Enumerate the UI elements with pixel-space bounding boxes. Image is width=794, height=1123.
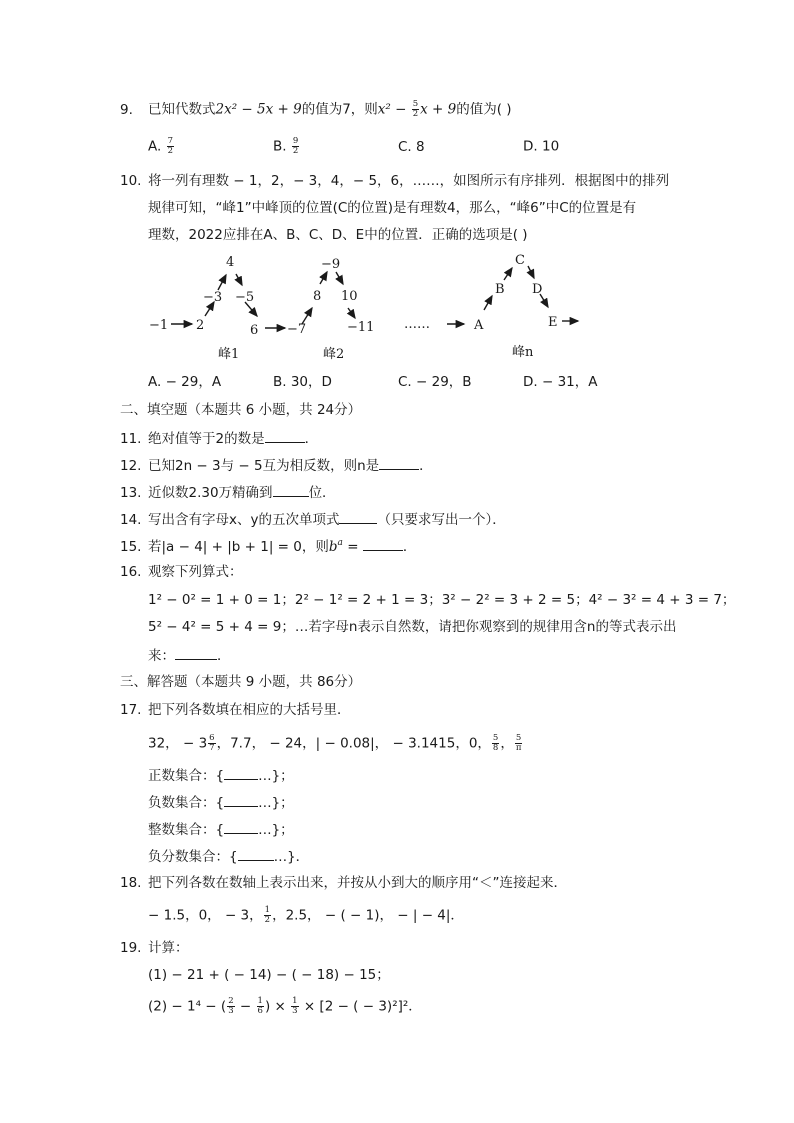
q19-frac2: $\frac{1}{6}$ xyxy=(257,996,263,1016)
q15-end: ． xyxy=(402,539,417,555)
q18-text: 把下列各数在数轴上表示出来，并按从小到大的顺序用“＜”连接起来． xyxy=(148,875,567,891)
q9-options xyxy=(148,137,559,156)
d-n-8: 8 xyxy=(313,289,322,304)
q19-p2b: ) × xyxy=(264,998,291,1015)
q15-blank[interactable] xyxy=(363,536,403,551)
q16-eq2: 2² − 1² = 2 + 1 = 3； xyxy=(294,592,442,608)
q18-numbers xyxy=(148,906,464,925)
q9-option-b[interactable]: B. $\frac{9}{2}$ xyxy=(273,136,299,156)
q11-end: ． xyxy=(304,431,319,447)
d-label-a: A xyxy=(474,318,484,333)
q9-text2: 的值为 xyxy=(301,101,343,118)
q9-value: 7 xyxy=(342,101,351,118)
q9-text3: ，则 xyxy=(350,101,378,118)
d-n-m9: −9 xyxy=(321,257,341,272)
q17-mixed-fraction: $\frac{6}{7}$ xyxy=(209,733,215,753)
q9-option-c[interactable]: C. 8 xyxy=(398,138,425,155)
q15-line xyxy=(120,536,416,556)
q12-end: ． xyxy=(419,458,433,474)
q10-line3: 理数，2022应排在A、B、C、D、E中的位置．正确的选项是( ) xyxy=(148,227,528,243)
q19-text: 计算： xyxy=(148,940,189,956)
q14-line xyxy=(120,509,506,529)
d-n-m3: −3 xyxy=(203,290,223,305)
q11-blank[interactable] xyxy=(265,428,305,443)
d-label-d: D xyxy=(532,282,543,297)
q17-blank-negative[interactable] xyxy=(224,792,258,807)
q16-text: 观察下列算式： xyxy=(148,564,243,580)
q9-expr2: x² − xyxy=(377,101,411,118)
q12-number: 12. xyxy=(120,458,142,474)
q17-blank-integer[interactable] xyxy=(224,819,258,834)
q11-number: 11. xyxy=(120,431,142,447)
d-n-m7: −7 xyxy=(287,322,307,337)
q15-equals: = xyxy=(342,539,363,555)
q9-option-a[interactable]: A. $\frac{7}{2}$ xyxy=(148,136,174,156)
q16-line1 xyxy=(148,591,735,609)
q19-number: 19. xyxy=(120,940,142,956)
d-peak1: 峰1 xyxy=(218,347,240,362)
d-n-m11: −11 xyxy=(347,320,375,335)
d-label-c: C xyxy=(515,253,525,268)
d-n-2: 2 xyxy=(196,318,205,333)
d-n-m1: −1 xyxy=(149,318,169,333)
q16-text3: 来： xyxy=(148,648,175,664)
q17-blank-negative-fraction[interactable] xyxy=(238,846,274,861)
d-n-10: 10 xyxy=(341,289,358,304)
q14-text: 写出含有字母x、y的五次单项式 xyxy=(148,512,340,528)
section-2-heading: 二、填空题（本题共 6 小题，共 24分） xyxy=(120,402,362,418)
q18-nums-b: ，2.5， − ( − 1)， − | − 4|． xyxy=(272,907,464,924)
q18-fraction: $\frac{1}{2}$ xyxy=(264,905,271,925)
d-n-4: 4 xyxy=(226,255,235,270)
q13-number: 13. xyxy=(120,485,142,501)
q17-number: 17. xyxy=(120,702,142,718)
q14-end: （只要求写出一个）． xyxy=(377,512,506,528)
q10-options xyxy=(148,373,598,391)
q9-text4: 的值为( ) xyxy=(456,101,512,118)
q16-number: 16. xyxy=(120,564,142,580)
q16-line2: 5² − 4² = 5 + 4 = 9；…若字母n表示自然数，请把你观察到的规律用含n的等式表示出 xyxy=(148,619,677,635)
q10-option-d[interactable]: D. − 31，A xyxy=(523,374,598,390)
q17-numbers: 32， − 3 $\frac{6}{7}$ ，7.7， − 24，| − 0.08|， − 3.1415，0， $\frac{5}{8}$ ， $\frac{5}{\pi}$ xyxy=(148,733,522,753)
q17-text: 把下列各数填在相应的大括号里． xyxy=(148,702,351,718)
q19-frac1: $\frac{2}{3}$ xyxy=(228,996,234,1016)
q15-base: b xyxy=(328,539,338,555)
d-label-e: E xyxy=(548,315,558,330)
q15-number: 15. xyxy=(120,539,142,555)
q17-title xyxy=(120,701,351,719)
q19-frac3: $\frac{1}{3}$ xyxy=(292,996,298,1016)
q16-eq4: 4² − 3² = 4 + 3 = 7； xyxy=(588,592,736,608)
section-3-heading: 三、解答题（本题共 9 小题，共 86分） xyxy=(120,674,362,690)
q9-line xyxy=(120,100,512,119)
d-n-m5: −5 xyxy=(235,290,255,305)
q17-set-positive: 正数集合：{ …}； xyxy=(148,765,294,785)
q13-blank[interactable] xyxy=(273,482,309,497)
q9-expr2b: x + 9 xyxy=(420,101,457,118)
d-n-6: 6 xyxy=(250,323,259,338)
q11-text: 绝对值等于2的数是 xyxy=(148,431,265,447)
q10-number: 10. xyxy=(120,173,142,189)
q13-text: 近似数2.30万精确到 xyxy=(148,485,273,501)
d-peakn: 峰n xyxy=(512,345,534,360)
q9-option-d[interactable]: D. 10 xyxy=(523,138,560,155)
q10-option-b[interactable]: B. 30，D xyxy=(273,374,332,390)
q14-number: 14. xyxy=(120,512,142,528)
q10-diagram xyxy=(0,250,794,370)
q19-part2 xyxy=(148,997,422,1016)
q17-set-integer: 整数集合：{ …}； xyxy=(148,819,294,839)
q15-exponent: a xyxy=(337,537,343,548)
q10-text1: 将一列有理数 − 1，2，− 3，4，− 5，6，……，如图所示有序排列．根据图中的排列 xyxy=(148,173,670,189)
q10-line2: 规律可知，“峰1”中峰顶的位置(C的位置)是有理数4，那么，“峰6”中C的位置是有 xyxy=(148,200,637,216)
q9-fraction: $\frac{5}{2}$ xyxy=(412,99,419,119)
q15-text: 若|a − 4| + |b + 1| = 0，则 xyxy=(148,539,329,555)
q16-end: ． xyxy=(217,648,231,664)
q14-blank[interactable] xyxy=(339,509,377,524)
d-label-b: B xyxy=(495,282,505,297)
q17-set-negative-fraction: 负分数集合：{ …}． xyxy=(148,846,309,866)
q9-text: 已知代数式 xyxy=(148,101,216,118)
q17-frac2: $\frac{5}{\pi}$ xyxy=(515,733,522,753)
q10-option-a[interactable]: A. − 29，A xyxy=(148,374,222,390)
q12-line xyxy=(120,455,433,475)
q19-p2c: × [2 − ( − 3)²]²． xyxy=(299,998,422,1015)
q17-nums-b: ，7.7， − 24，| − 0.08|， − 3.1415，0， xyxy=(216,735,491,752)
q16-line3 xyxy=(148,645,231,665)
d-dots: …… xyxy=(404,317,430,332)
q19-title xyxy=(120,939,189,957)
q18-nums-a: − 1.5，0， − 3， xyxy=(148,907,263,924)
q17-nums-a: 32， − 3 xyxy=(148,735,208,752)
q12-text: 已知2n − 3与 − 5互为相反数，则n是 xyxy=(148,458,380,474)
q17-frac1: $\frac{5}{8}$ xyxy=(492,733,499,753)
q17-blank-positive[interactable] xyxy=(224,765,258,780)
q12-blank[interactable] xyxy=(379,455,419,470)
q16-eq3: 3² − 2² = 3 + 2 = 5； xyxy=(441,592,589,608)
q18-title xyxy=(120,874,567,892)
q10-line1 xyxy=(120,172,669,190)
q19-minus: − xyxy=(235,998,256,1015)
d-peak2: 峰2 xyxy=(323,347,345,362)
q18-number: 18. xyxy=(120,875,142,891)
q11-line xyxy=(120,428,318,448)
q16-blank[interactable] xyxy=(175,645,217,660)
q16-title xyxy=(120,563,243,581)
q17-set-negative: 负数集合：{ …}； xyxy=(148,792,294,812)
q13-line xyxy=(120,482,336,502)
q16-eq1: 1² − 0² = 1 + 0 = 1； xyxy=(148,592,295,608)
q9-expr1: 2x² − 5x + 9 xyxy=(215,101,302,118)
q9-number: 9. xyxy=(120,101,133,118)
q19-p2a: (2) − 1⁴ − ( xyxy=(148,998,227,1015)
q10-option-c[interactable]: C. − 29，B xyxy=(398,374,472,390)
q13-end: 位． xyxy=(308,485,336,501)
q19-part1: (1) − 21 + ( − 14) − ( − 18) − 15； xyxy=(148,967,390,983)
